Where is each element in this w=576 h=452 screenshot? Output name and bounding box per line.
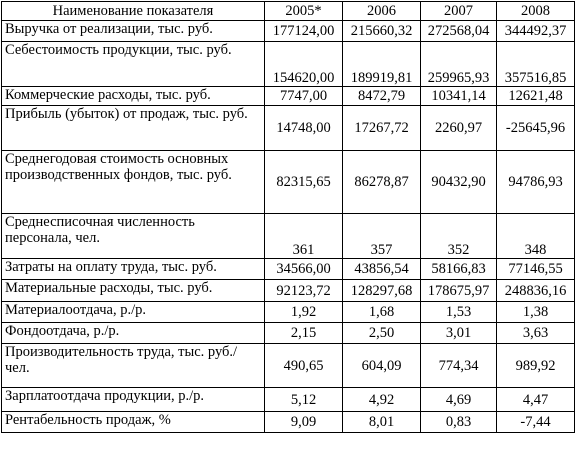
cell-value: 248836,16 (497, 280, 575, 302)
cell-value: 774,34 (421, 344, 497, 388)
cell-value: 178675,97 (421, 280, 497, 302)
cell-value: 2260,97 (421, 106, 497, 151)
table-row (2, 214, 575, 259)
table-row (2, 259, 575, 280)
cell-value: -25645,96 (497, 106, 575, 151)
cell-value: 352 (421, 214, 497, 259)
cell-value: -7,44 (497, 412, 575, 433)
cell-value: 7747,00 (265, 87, 343, 106)
cell-value: 1,53 (421, 302, 497, 323)
row-label: Себестоимость продукции, тыс. руб. (2, 42, 265, 87)
cell-value: 215660,32 (343, 21, 421, 42)
cell-value: 2,50 (343, 323, 421, 344)
cell-value: 361 (265, 214, 343, 259)
cell-value: 3,63 (497, 323, 575, 344)
row-label: Затраты на оплату труда, тыс. руб. (2, 259, 265, 280)
row-label: Среднегодовая стоимость основных производственных фондов, тыс. руб. (2, 151, 265, 214)
cell-value: 92123,72 (265, 280, 343, 302)
row-label: Производительность труда, тыс. руб./чел. (2, 344, 265, 388)
cell-value: 34566,00 (265, 259, 343, 280)
cell-value: 86278,87 (343, 151, 421, 214)
table-row (2, 412, 575, 433)
cell-value: 490,65 (265, 344, 343, 388)
cell-value: 2,15 (265, 323, 343, 344)
table-row (2, 106, 575, 151)
cell-value: 344492,37 (497, 21, 575, 42)
cell-value: 4,92 (343, 388, 421, 412)
row-label: Зарплатоотдача продукции, р./р. (2, 388, 265, 412)
header-year-2006: 2006 (343, 2, 421, 21)
cell-value: 82315,65 (265, 151, 343, 214)
table-row (2, 42, 575, 87)
cell-value: 17267,72 (343, 106, 421, 151)
cell-value: 357 (343, 214, 421, 259)
cell-value: 259965,93 (421, 42, 497, 87)
cell-value: 14748,00 (265, 106, 343, 151)
table-row (2, 388, 575, 412)
cell-value: 272568,04 (421, 21, 497, 42)
row-label: Выручка от реализации, тыс. руб. (2, 21, 265, 42)
header-year-2005: 2005* (265, 2, 343, 21)
row-label: Фондоотдача, р./р. (2, 323, 265, 344)
table-row (2, 151, 575, 214)
row-label: Материальные расходы, тыс. руб. (2, 280, 265, 302)
cell-value: 0,83 (421, 412, 497, 433)
header-year-2007: 2007 (421, 2, 497, 21)
cell-value: 12621,48 (497, 87, 575, 106)
row-label: Прибыль (убыток) от продаж, тыс. руб. (2, 106, 265, 151)
cell-value: 43856,54 (343, 259, 421, 280)
cell-value: 94786,93 (497, 151, 575, 214)
header-indicator-name: Наименование показателя (2, 2, 265, 21)
table-row (2, 323, 575, 344)
cell-value: 177124,00 (265, 21, 343, 42)
indicators-table (1, 1, 575, 433)
cell-value: 10341,14 (421, 87, 497, 106)
cell-value: 3,01 (421, 323, 497, 344)
cell-value: 5,12 (265, 388, 343, 412)
table-row (2, 344, 575, 388)
cell-value: 348 (497, 214, 575, 259)
header-year-2008: 2008 (497, 2, 575, 21)
cell-value: 989,92 (497, 344, 575, 388)
row-label: Материалоотдача, р./р. (2, 302, 265, 323)
row-label: Коммерческие расходы, тыс. руб. (2, 87, 265, 106)
cell-value: 1,92 (265, 302, 343, 323)
cell-value: 9,09 (265, 412, 343, 433)
table-row (2, 21, 575, 42)
cell-value: 154620,00 (265, 42, 343, 87)
cell-value: 8,01 (343, 412, 421, 433)
cell-value: 357516,85 (497, 42, 575, 87)
table-row (2, 87, 575, 106)
cell-value: 1,68 (343, 302, 421, 323)
table-row (2, 302, 575, 323)
cell-value: 77146,55 (497, 259, 575, 280)
cell-value: 604,09 (343, 344, 421, 388)
cell-value: 128297,68 (343, 280, 421, 302)
table-row (2, 280, 575, 302)
header-row (2, 2, 575, 21)
cell-value: 1,38 (497, 302, 575, 323)
cell-value: 58166,83 (421, 259, 497, 280)
cell-value: 4,47 (497, 388, 575, 412)
cell-value: 4,69 (421, 388, 497, 412)
cell-value: 90432,90 (421, 151, 497, 214)
cell-value: 8472,79 (343, 87, 421, 106)
row-label: Среднесписочная численность персонала, чел. (2, 214, 265, 259)
row-label: Рентабельность продаж, % (2, 412, 265, 433)
cell-value: 189919,81 (343, 42, 421, 87)
